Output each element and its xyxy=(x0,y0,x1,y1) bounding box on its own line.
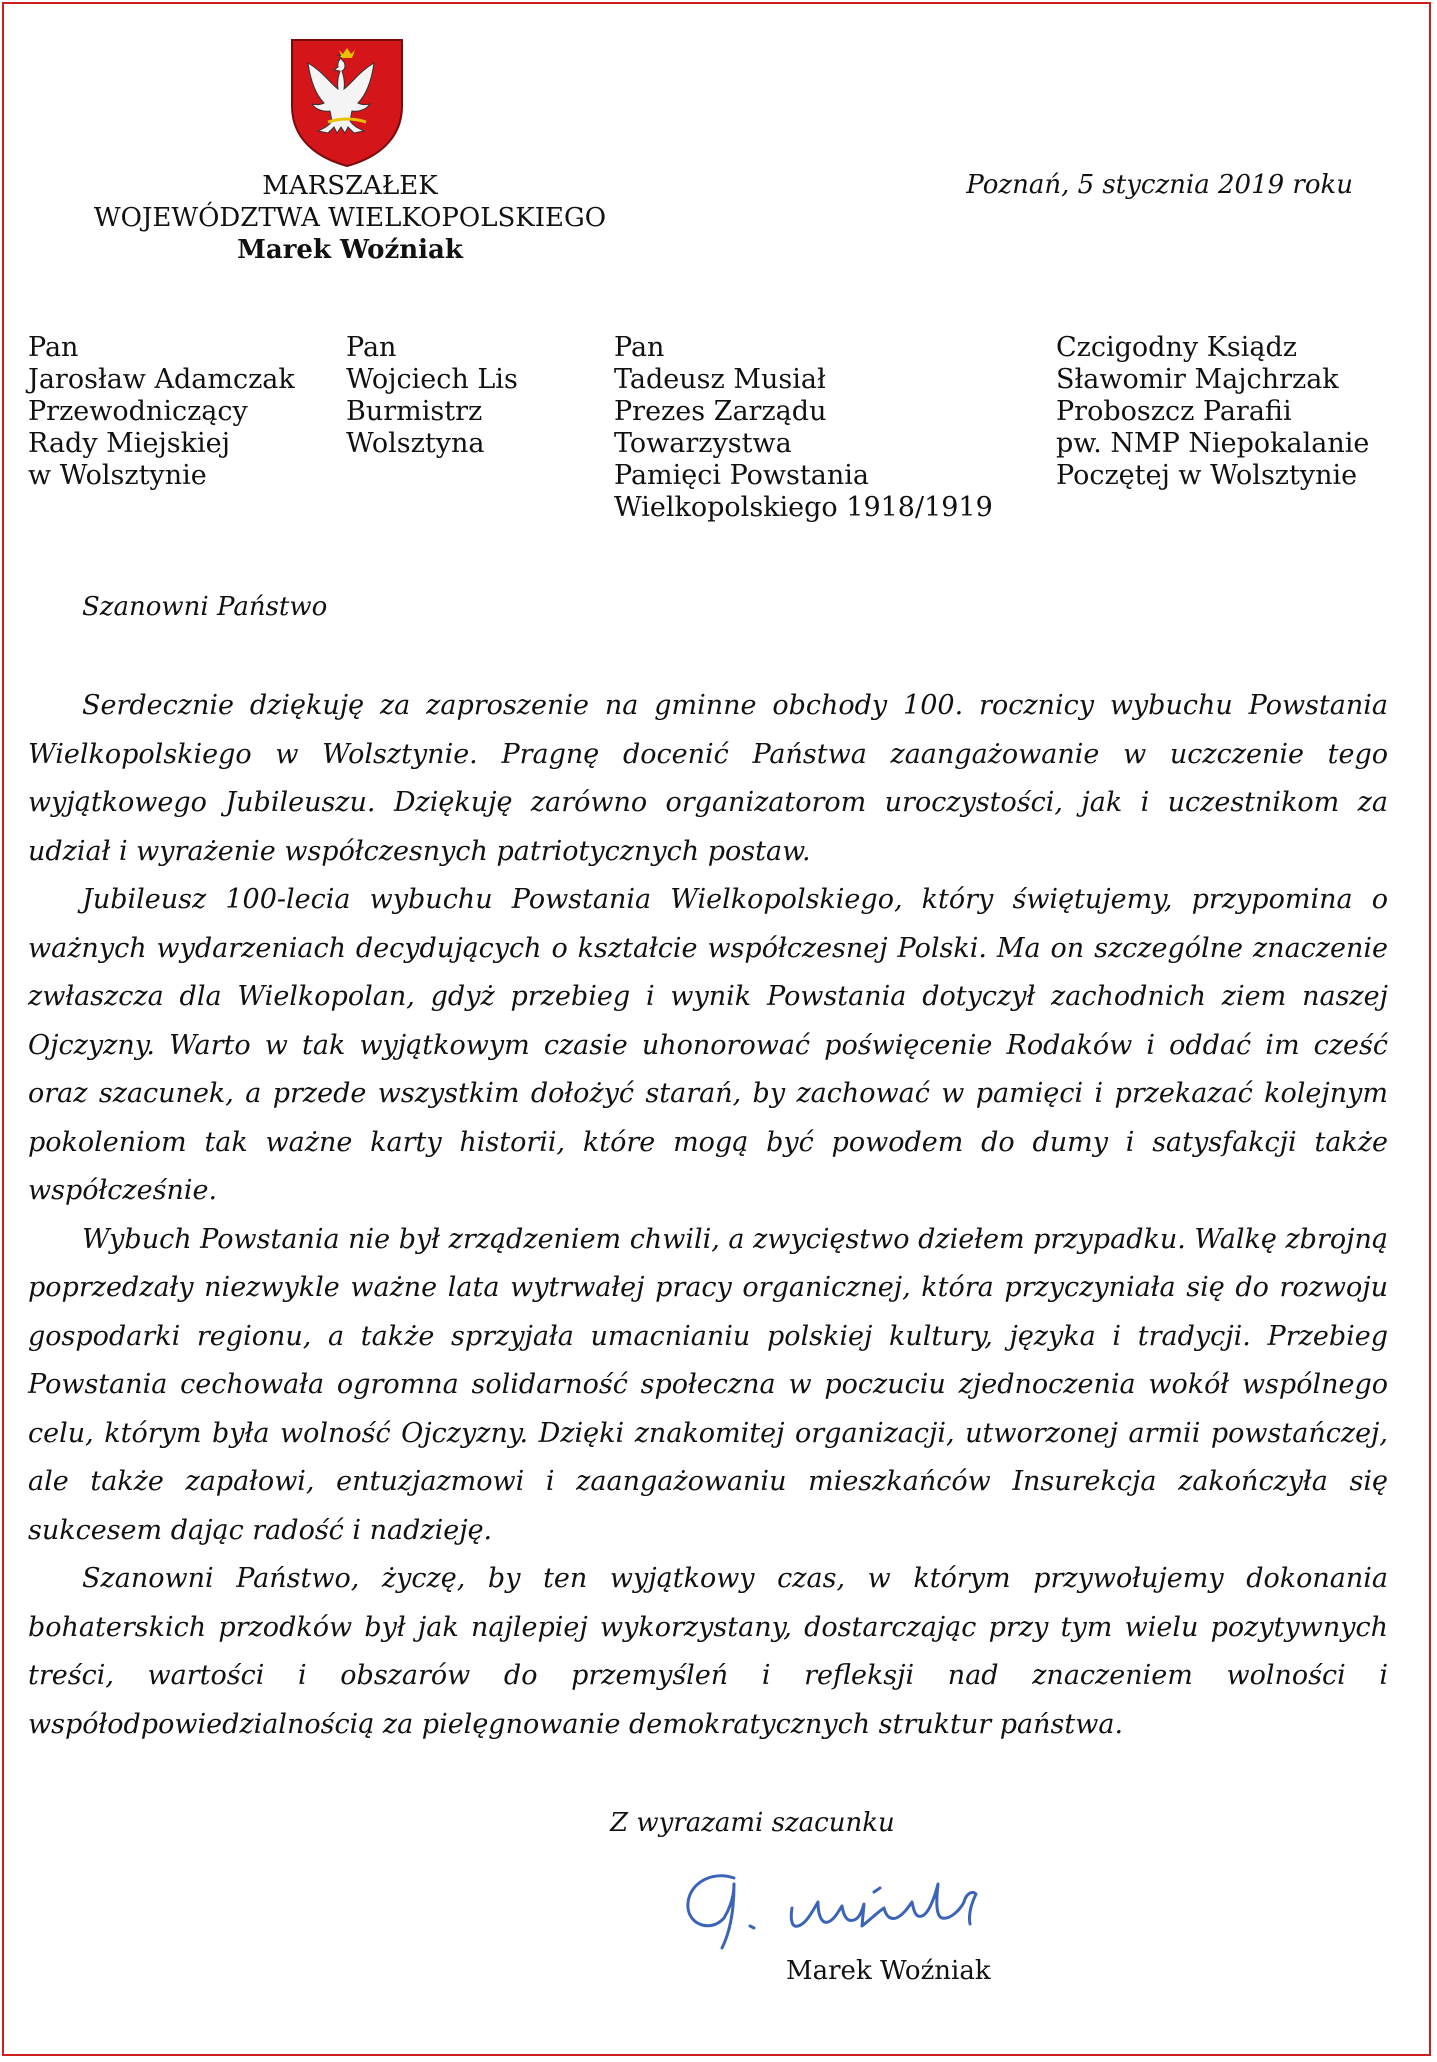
sender-title-line1: MARSZAŁEK xyxy=(262,171,438,201)
sender-title-line2: WOJEWÓDZTWA WIELKOPOLSKIEGO xyxy=(93,203,607,233)
recipient-line: w Wolsztynie xyxy=(28,460,207,491)
recipient-line: Tadeusz Musiał xyxy=(614,364,826,395)
coat-of-arms-eagle-icon xyxy=(288,36,406,168)
recipient-line: Czcigodny Ksiądz xyxy=(1056,332,1297,363)
sender-name: Marek Woźniak xyxy=(237,235,463,265)
recipient-line: Sławomir Majchrzak xyxy=(1056,364,1339,395)
salutation: Szanowni Państwo xyxy=(82,592,328,622)
recipient-line: Pan xyxy=(346,332,397,363)
recipient-line: Pan xyxy=(614,332,665,363)
recipient-line: Przewodniczący xyxy=(28,396,248,427)
body-paragraph: Serdecznie dziękuję za zaproszenie na gminne obchody 100. rocznicy wybuchu Powstania Wielkopolskiego w Wolsztynie. Pragnę docenić Państwa zaangażowanie w uczczenie tego wyjątkowego Jubileuszu. Dziękuję zarówno organizatorom uroczystości, jak i uczestnikom za udział i wyrażenie współczesnych patriotycznych postaw. xyxy=(28,690,1388,867)
recipient-line: Pamięci Powstania xyxy=(614,460,869,491)
recipient-line: Pan xyxy=(28,332,79,363)
recipient-lis xyxy=(346,332,518,460)
recipient-line: Wielkopolskiego 1918/1919 xyxy=(614,492,993,523)
recipient-line: Rady Miejskiej xyxy=(28,428,230,459)
signer-name: Marek Woźniak xyxy=(786,1956,991,1986)
recipient-line: Jarosław Adamczak xyxy=(28,364,295,395)
closing-phrase: Z wyrazami szacunku xyxy=(610,1808,895,1838)
body-paragraph: Wybuch Powstania nie był zrządzeniem chwili, a zwycięstwo dziełem przypadku. Walkę zbrojną poprzedzały niezwykle ważne lata wytrwałej pracy organicznej, która przyczyniała się do rozwoju gospodarki regionu, a także sprzyjała umacnianiu polskiej kultury, języka i tradycji. Przebieg Powstania cechowała ogromna solidarność społeczna w poczuciu zjednoczenia wokół wspólnego celu, którym była wolność Ojczyzny. Dzięki znakomitej organizacji, utworzonej armii powstańczej, ale także zapałowi, entuzjazmowi i zaangażowaniu mieszkańców Insurekcja zakończyła się sukcesem dając radość i nadzieję. xyxy=(28,1223,1388,1546)
recipient-line: pw. NMP Niepokalanie xyxy=(1056,428,1370,459)
letter-date: Poznań, 5 stycznia 2019 roku xyxy=(966,170,1353,200)
handwritten-signature xyxy=(672,1862,1012,1962)
recipient-line: Burmistrz xyxy=(346,396,483,427)
recipient-line: Wolsztyna xyxy=(346,428,485,459)
recipient-adamczak xyxy=(28,332,295,492)
letter-body xyxy=(28,682,1388,1749)
recipient-line: Prezes Zarządu xyxy=(614,396,827,427)
recipient-line: Poczętej w Wolsztynie xyxy=(1056,460,1358,491)
recipient-line: Towarzystwa xyxy=(614,428,792,459)
recipient-majchrzak xyxy=(1056,332,1369,492)
recipient-line: Proboszcz Parafii xyxy=(1056,396,1292,427)
sender-block xyxy=(40,170,660,266)
recipient-musial xyxy=(614,332,993,524)
body-paragraph: Jubileusz 100-lecia wybuchu Powstania Wielkopolskiego, który świętujemy, przypomina o ważnych wydarzeniach decydujących o kształcie współczesnej Polski. Ma on szczególne znaczenie zwłaszcza dla Wielkopolan, gdyż przebieg i wynik Powstania dotyczył zachodnich ziem naszej Ojczyzny. Warto w tak wyjątkowym czasie uhonorować poświęcenie Rodaków i oddać im cześć oraz szacunek, a przede wszystkim dołożyć starań, by zachować w pamięci i przekazać kolejnym pokoleniom tak ważne karty historii, które mogą być powodem do dumy i satysfakcji także współcześnie. xyxy=(28,884,1388,1206)
recipient-line: Wojciech Lis xyxy=(346,364,518,395)
body-paragraph: Szanowni Państwo, życzę, by ten wyjątkowy czas, w którym przywołujemy dokonania bohaterskich przodków był jak najlepiej wykorzystany, dostarczając przy tym wielu pozytywnych treści, wartości i obszarów do przemyśleń i refleksji nad znaczeniem wolności i współodpowiedzialnością za pielęgnowanie demokratycznych struktur państwa. xyxy=(28,1563,1388,1740)
